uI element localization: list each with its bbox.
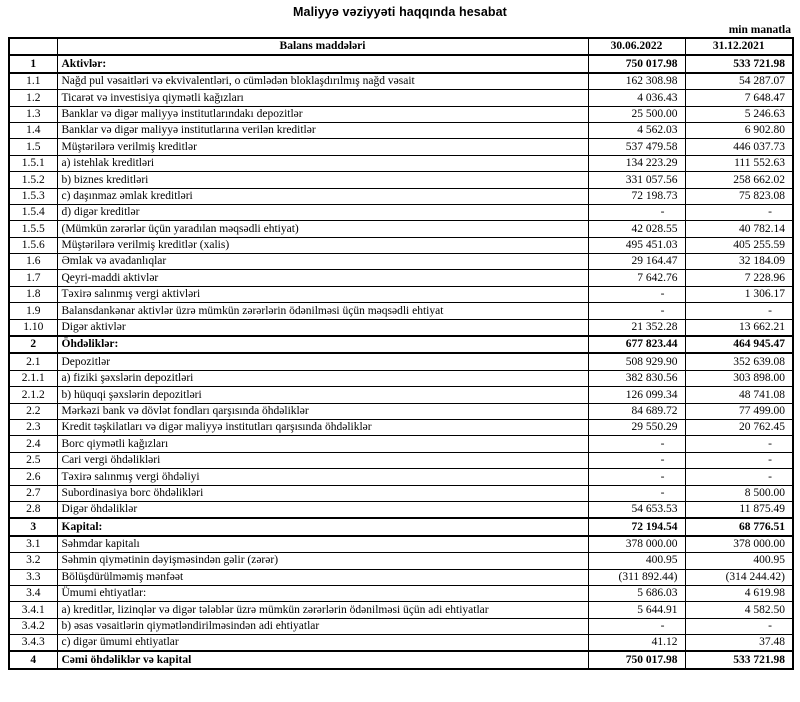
table-row	[9, 303, 793, 319]
row-item-label: (Mümkün zərərlər üçün yaradılan məqsədli ehtiyat)	[57, 221, 588, 237]
row-number: 3.4.2	[9, 618, 57, 634]
row-value-2021: 464 945.47	[685, 336, 793, 353]
table-row	[9, 618, 793, 634]
row-number: 2	[9, 336, 57, 353]
row-value-2022: 537 479.58	[588, 139, 685, 155]
row-number: 1.1	[9, 73, 57, 90]
row-value-2022: -	[588, 452, 685, 468]
row-number: 2.6	[9, 469, 57, 485]
row-item-label: Əmlak və avadanlıqlar	[57, 254, 588, 270]
table-row	[9, 518, 793, 535]
row-value-2022: 495 451.03	[588, 237, 685, 253]
row-number: 1.5	[9, 139, 57, 155]
table-row	[9, 419, 793, 435]
page-title: Maliyyə vəziyyəti haqqında hesabat	[293, 5, 507, 19]
header-date-2022: 30.06.2022	[588, 38, 685, 55]
row-value-2021: 378 000.00	[685, 536, 793, 553]
table-row	[9, 501, 793, 518]
row-item-label: Mərkəzi bank və dövlət fondları qarşısında öhdəliklər	[57, 403, 588, 419]
row-number: 1.4	[9, 122, 57, 138]
row-value-2021: 48 741.08	[685, 387, 793, 403]
row-value-2022: 42 028.55	[588, 221, 685, 237]
row-value-2021: -	[685, 618, 793, 634]
row-number: 1.5.4	[9, 204, 57, 220]
row-value-2021: 32 184.09	[685, 254, 793, 270]
table-row	[9, 553, 793, 569]
table-row	[9, 237, 793, 253]
row-number: 1.5.2	[9, 172, 57, 188]
row-value-2021: 20 762.45	[685, 419, 793, 435]
row-value-2022: 331 057.56	[588, 172, 685, 188]
row-item-label: Müştərilərə verilmiş kreditlər (xalis)	[57, 237, 588, 253]
row-number: 1.10	[9, 319, 57, 336]
row-value-2022: 72 198.73	[588, 188, 685, 204]
row-value-2021: 303 898.00	[685, 370, 793, 386]
currency-unit-note: min manatla	[728, 24, 791, 36]
row-value-2021: 54 287.07	[685, 73, 793, 90]
row-number: 1.5.1	[9, 155, 57, 171]
table-row	[9, 270, 793, 286]
row-value-2022: 162 308.98	[588, 73, 685, 90]
table-row	[9, 585, 793, 601]
row-value-2021: -	[685, 436, 793, 452]
row-value-2022: -	[588, 485, 685, 501]
table-row	[9, 403, 793, 419]
row-value-2021: 37.48	[685, 635, 793, 652]
row-value-2021: 7 228.96	[685, 270, 793, 286]
row-item-label: c) digər ümumi ehtiyatlar	[57, 635, 588, 652]
row-value-2021: 4 619.98	[685, 585, 793, 601]
row-item-label: b) biznes kreditləri	[57, 172, 588, 188]
row-item-label: Müştərilərə verilmiş kreditlər	[57, 139, 588, 155]
row-item-label: Səhmdar kapitalı	[57, 536, 588, 553]
row-number: 1.5.5	[9, 221, 57, 237]
row-value-2022: 750 017.98	[588, 651, 685, 668]
table-row	[9, 106, 793, 122]
row-value-2021: 68 776.51	[685, 518, 793, 535]
row-item-label: Təxirə salınmış vergi öhdəliyi	[57, 469, 588, 485]
row-number: 3.4	[9, 585, 57, 601]
row-value-2021: -	[685, 469, 793, 485]
table-row	[9, 221, 793, 237]
row-value-2021: 533 721.98	[685, 651, 793, 668]
table-row	[9, 370, 793, 386]
row-item-label: Təxirə salınmış vergi aktivləri	[57, 286, 588, 302]
row-number: 1.5.3	[9, 188, 57, 204]
row-value-2022: -	[588, 303, 685, 319]
row-number: 1.5.6	[9, 237, 57, 253]
row-number: 1	[9, 55, 57, 72]
table-row	[9, 336, 793, 353]
row-item-label: Aktivlər:	[57, 55, 588, 72]
table-header	[9, 38, 793, 55]
table-row	[9, 204, 793, 220]
row-value-2022: 5 686.03	[588, 585, 685, 601]
row-item-label: a) kreditlər, lizinqlər və digər tələblər üzrə mümkün zərərlərin ödənilməsi üçün adi ehtiyatlar	[57, 602, 588, 618]
row-value-2022: 750 017.98	[588, 55, 685, 72]
row-value-2022: 5 644.91	[588, 602, 685, 618]
table-row	[9, 436, 793, 452]
row-number: 1.8	[9, 286, 57, 302]
row-value-2022: (311 892.44)	[588, 569, 685, 585]
row-item-label: Borc qiymətli kağızları	[57, 436, 588, 452]
row-item-label: a) fiziki şəxslərin depozitləri	[57, 370, 588, 386]
row-number: 3.4.1	[9, 602, 57, 618]
row-value-2022: 134 223.29	[588, 155, 685, 171]
row-number: 4	[9, 651, 57, 668]
table-row	[9, 569, 793, 585]
row-value-2022: 29 164.47	[588, 254, 685, 270]
row-value-2022: 84 689.72	[588, 403, 685, 419]
row-number: 1.9	[9, 303, 57, 319]
header-balance-items: Balans maddələri	[57, 38, 588, 55]
row-value-2022: 382 830.56	[588, 370, 685, 386]
row-number: 2.7	[9, 485, 57, 501]
row-item-label: b) əsas vəsaitlərin qiymətləndirilməsindən adi ehtiyatlar	[57, 618, 588, 634]
row-number: 3.3	[9, 569, 57, 585]
row-value-2021: 4 582.50	[685, 602, 793, 618]
row-value-2021: 8 500.00	[685, 485, 793, 501]
row-value-2021: 75 823.08	[685, 188, 793, 204]
row-value-2021: 13 662.21	[685, 319, 793, 336]
row-item-label: Digər aktivlər	[57, 319, 588, 336]
row-value-2021: 111 552.63	[685, 155, 793, 171]
row-number: 2.5	[9, 452, 57, 468]
row-value-2021: 405 255.59	[685, 237, 793, 253]
row-value-2022: -	[588, 204, 685, 220]
table-row	[9, 387, 793, 403]
row-item-label: Qeyri-maddi aktivlər	[57, 270, 588, 286]
row-value-2021: 77 499.00	[685, 403, 793, 419]
row-number: 2.4	[9, 436, 57, 452]
balance-table-body	[9, 55, 793, 668]
row-number: 1.6	[9, 254, 57, 270]
table-row	[9, 536, 793, 553]
row-value-2021: 533 721.98	[685, 55, 793, 72]
table-header-row	[9, 38, 793, 55]
row-number: 2.8	[9, 501, 57, 518]
row-value-2021: 446 037.73	[685, 139, 793, 155]
row-item-label: Banklar və digər maliyyə institutlarına verilən kreditlər	[57, 122, 588, 138]
table-row	[9, 139, 793, 155]
row-value-2022: 72 194.54	[588, 518, 685, 535]
row-item-label: Nağd pul vəsaitləri və ekvivalentləri, o cümlədən bloklaşdırılmış nağd vəsait	[57, 73, 588, 90]
row-item-label: Öhdəliklər:	[57, 336, 588, 353]
row-item-label: Banklar və digər maliyyə institutlarındakı depozitlər	[57, 106, 588, 122]
row-value-2021: 40 782.14	[685, 221, 793, 237]
row-value-2022: -	[588, 286, 685, 302]
row-value-2021: -	[685, 303, 793, 319]
row-item-label: b) hüquqi şəxslərin depozitləri	[57, 387, 588, 403]
table-row	[9, 602, 793, 618]
row-number: 3.4.3	[9, 635, 57, 652]
row-value-2021: 5 246.63	[685, 106, 793, 122]
table-row	[9, 452, 793, 468]
row-value-2022: 41.12	[588, 635, 685, 652]
table-row	[9, 319, 793, 336]
row-number: 2.1	[9, 353, 57, 370]
table-row	[9, 172, 793, 188]
row-value-2022: 29 550.29	[588, 419, 685, 435]
row-value-2021: 6 902.80	[685, 122, 793, 138]
row-number: 1.3	[9, 106, 57, 122]
row-value-2022: 378 000.00	[588, 536, 685, 553]
row-value-2022: -	[588, 436, 685, 452]
row-item-label: Digər öhdəliklər	[57, 501, 588, 518]
row-value-2022: 7 642.76	[588, 270, 685, 286]
row-item-label: Kapital:	[57, 518, 588, 535]
table-row	[9, 651, 793, 668]
row-item-label: Depozitlər	[57, 353, 588, 370]
row-number: 2.1.1	[9, 370, 57, 386]
row-number: 2.1.2	[9, 387, 57, 403]
row-item-label: a) istehlak kreditləri	[57, 155, 588, 171]
table-row	[9, 55, 793, 72]
row-number: 2.2	[9, 403, 57, 419]
table-row	[9, 635, 793, 652]
row-item-label: Səhmin qiymətinin dəyişməsindən gəlir (zərər)	[57, 553, 588, 569]
row-value-2021: 258 662.02	[685, 172, 793, 188]
row-value-2021: -	[685, 452, 793, 468]
table-row	[9, 188, 793, 204]
row-value-2022: 126 099.34	[588, 387, 685, 403]
row-item-label: c) daşınmaz əmlak kreditləri	[57, 188, 588, 204]
row-value-2022: 4 036.43	[588, 90, 685, 106]
table-row	[9, 485, 793, 501]
row-number: 3.2	[9, 553, 57, 569]
table-row	[9, 90, 793, 106]
row-item-label: Bölüşdürülməmiş mənfəət	[57, 569, 588, 585]
row-item-label: Ticarət və investisiya qiymətli kağızları	[57, 90, 588, 106]
row-item-label: Subordinasiya borc öhdəlikləri	[57, 485, 588, 501]
row-number: 3	[9, 518, 57, 535]
row-value-2021: 7 648.47	[685, 90, 793, 106]
row-item-label: Kredit təşkilatları və digər maliyyə institutları qarşısında öhdəliklər	[57, 419, 588, 435]
row-value-2022: -	[588, 618, 685, 634]
row-number: 2.3	[9, 419, 57, 435]
row-value-2021: 352 639.08	[685, 353, 793, 370]
row-item-label: d) digər kreditlər	[57, 204, 588, 220]
row-value-2022: -	[588, 469, 685, 485]
row-value-2021: 11 875.49	[685, 501, 793, 518]
header-row-number	[9, 38, 57, 55]
row-number: 3.1	[9, 536, 57, 553]
row-item-label: Balansdankənar aktivlər üzrə mümkün zərərlərin ödənilməsi üçün məqsədli ehtiyat	[57, 303, 588, 319]
row-item-label: Cəmi öhdəliklər və kapital	[57, 651, 588, 668]
row-value-2021: (314 244.42)	[685, 569, 793, 585]
balance-sheet-table	[8, 37, 794, 670]
table-row	[9, 469, 793, 485]
row-value-2022: 508 929.90	[588, 353, 685, 370]
header-date-2021: 31.12.2021	[685, 38, 793, 55]
table-row	[9, 122, 793, 138]
row-value-2022: 54 653.53	[588, 501, 685, 518]
row-item-label: Ümumi ehtiyatlar:	[57, 585, 588, 601]
row-item-label: Cari vergi öhdəlikləri	[57, 452, 588, 468]
table-row	[9, 155, 793, 171]
row-value-2021: -	[685, 204, 793, 220]
row-value-2022: 400.95	[588, 553, 685, 569]
table-row	[9, 286, 793, 302]
table-row	[9, 254, 793, 270]
row-number: 1.2	[9, 90, 57, 106]
row-value-2022: 4 562.03	[588, 122, 685, 138]
row-value-2022: 25 500.00	[588, 106, 685, 122]
table-row	[9, 73, 793, 90]
table-row	[9, 353, 793, 370]
row-value-2021: 1 306.17	[685, 286, 793, 302]
row-value-2022: 677 823.44	[588, 336, 685, 353]
row-value-2021: 400.95	[685, 553, 793, 569]
row-number: 1.7	[9, 270, 57, 286]
row-value-2022: 21 352.28	[588, 319, 685, 336]
